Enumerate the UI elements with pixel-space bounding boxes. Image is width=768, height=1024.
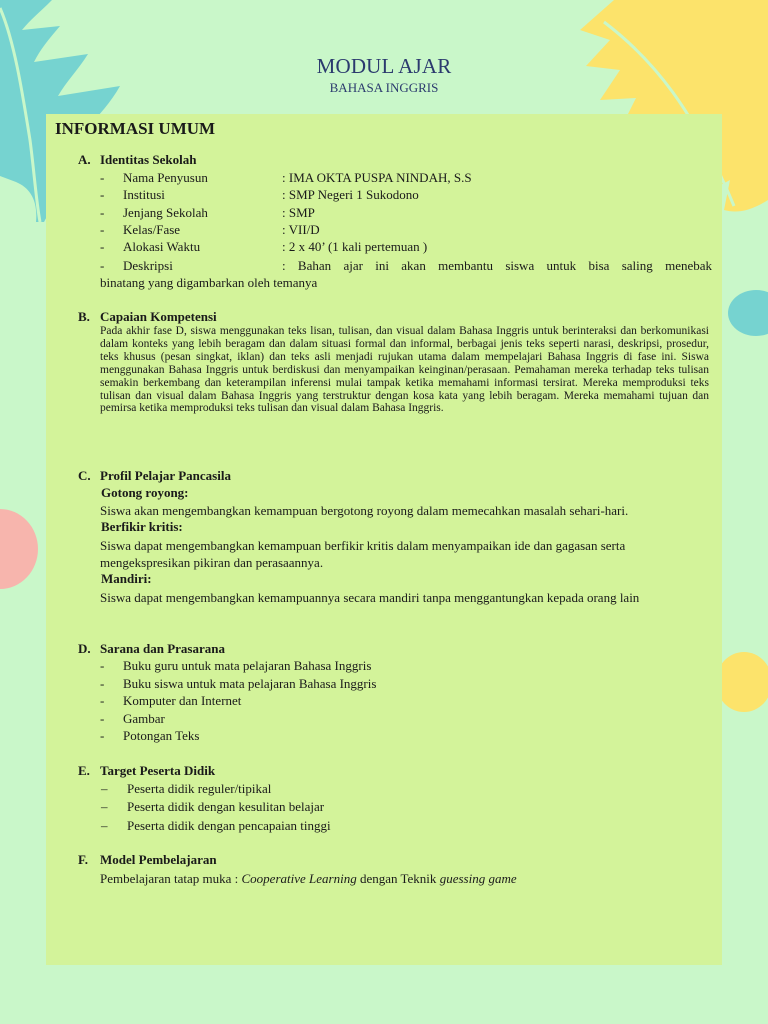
model-cooperative-learning: Cooperative Learning [241,871,357,886]
section-letter: F. [78,852,88,867]
section-e-heading [78,763,215,779]
section-heading-text: Target Peserta Didik [100,763,216,778]
section-heading-text: Model Pembelajaran [100,852,217,867]
list-item-text: Gambar [123,711,165,726]
row-value: : VII/D [282,222,320,237]
section-letter: C. [78,468,91,483]
list-item-text: Buku guru untuk mata pelajaran Bahasa Inggris [123,658,372,673]
bullet-dash: - [100,258,105,273]
section-heading-text: Profil Pelajar Pancasila [100,468,231,483]
row-label: Kelas/Fase [123,222,181,237]
description-second-line: binatang yang digambarkan oleh temanya [100,275,318,290]
list-item-text: Potongan Teks [123,728,200,743]
mandiri-text: Siswa dapat mengembangkan kemampuannya secara mandiri tanpa menggantungkan kepada orang lain [100,590,640,605]
row-value: : IMA OKTA PUSPA NINDAH, S.S [282,170,472,185]
bullet-dash: – [101,818,108,833]
section-heading-text: Identitas Sekolah [100,152,197,167]
description-first-line [100,257,712,274]
section-a-heading [78,152,196,168]
gotong-royong-text: Siswa akan mengembangkan kemampuan bergotong royong dalam memecahkan masalah sehari-hari. [100,503,629,518]
section-letter: D. [78,641,91,656]
bullet-dash: - [100,676,105,691]
identity-row-description [100,257,712,291]
bullet-dash: - [100,239,105,254]
bullet-dash: - [100,711,105,726]
document-title: MODUL AJAR [316,54,452,78]
row-label: Deskripsi [123,258,173,273]
row-label: Alokasi Waktu [123,239,201,254]
row-value: : Bahan ajar ini akan membantu siswa untuk bisa saling menebak [282,258,712,273]
section-letter: B. [78,309,90,324]
bullet-dash: - [100,658,105,673]
bullet-dash: - [100,170,105,185]
document-subtitle: BAHASA INGGRIS [329,80,439,95]
pink-circle-left [0,508,40,590]
list-item-text: Komputer dan Internet [123,693,242,708]
list-item-text: Buku siswa untuk mata pelajaran Bahasa Inggris [123,676,377,691]
section-heading-text: Capaian Kompetensi [100,309,217,324]
row-value: : 2 x 40’ (1 kali pertemuan ) [282,239,428,254]
berfikir-kritis-title: Berfikir kritis: [101,519,183,534]
list-item-text: Peserta didik dengan kesulitan belajar [127,799,325,814]
bullet-dash: - [100,693,105,708]
section-f-heading [78,852,217,868]
berfikir-kritis-text: Siswa dapat mengembangkan kemampuan berfikir kritis dalam menyampaikan ide dan gagasan serta mengekspresikan pikiran dan perasaannya. [100,538,626,570]
model-middle: dengan Teknik [356,871,440,886]
bullet-dash: – [101,799,108,814]
section-heading-text: Sarana dan Prasarana [100,641,225,656]
section-letter: E. [78,763,90,778]
bullet-dash: - [100,187,105,202]
section-letter: A. [78,152,91,167]
section-title-informasi-umum: INFORMASI UMUM [55,119,216,138]
gotong-royong-title: Gotong royong: [101,485,189,500]
list-item-text: Peserta didik dengan pencapaian tinggi [127,818,331,833]
model-prefix: Pembelajaran tatap muka : [100,871,242,886]
row-value: : SMP Negeri 1 Sukodono [282,187,419,202]
row-label: Institusi [123,187,165,202]
bullet-dash: – [101,781,108,796]
bullet-dash: - [100,205,105,220]
teal-circle-right [728,288,768,338]
capaian-kompetensi-paragraph: Pada akhir fase D, siswa menggunakan teks lisan, tulisan, dan visual dalam Bahasa Inggris untuk berinteraksi dan berkomunikasi dalam konteks yang lebih beragam dan dalam situasi formal dan informal, berbagai jenis teks seperti narasi, deskripsi, prosedur, teks khusus (pesan singkat, iklan) dan teks asli menjadi rujukan utama dalam mempelajari Bahasa Inggris di fase ini. Siswa menggunakan Bahasa Inggris untuk berdiskusi dan menyampaikan keinginan/perasaan. Pemahaman mereka terhadap teks tulisan semakin berkembang dan keterampilan inferensi mulai tampak ketika memahami informasi tersirat. Mereka memproduksi teks tulisan dan visual dalam Bahasa Inggris yang terstruktur dengan kosa kata yang lebih beragam. Mereka memahami tujuan dan pemirsa ketika memproduksi teks tulisan dan visual dalam Bahasa Inggris. [100,325,709,415]
section-d-heading [78,641,225,657]
section-b-heading [78,309,217,325]
section-c-heading [78,468,231,484]
bullet-dash: - [100,728,105,743]
model-pembelajaran-text [100,870,715,887]
row-label: Jenjang Sekolah [123,205,208,220]
mandiri-title: Mandiri: [101,571,152,586]
row-label: Nama Penyusun [123,170,208,185]
row-value: : SMP [282,205,315,220]
bullet-dash: - [100,222,105,237]
yellow-circle-right [716,650,768,714]
model-guessing-game: guessing game [439,871,517,886]
list-item-text: Peserta didik reguler/tipikal [127,781,272,796]
